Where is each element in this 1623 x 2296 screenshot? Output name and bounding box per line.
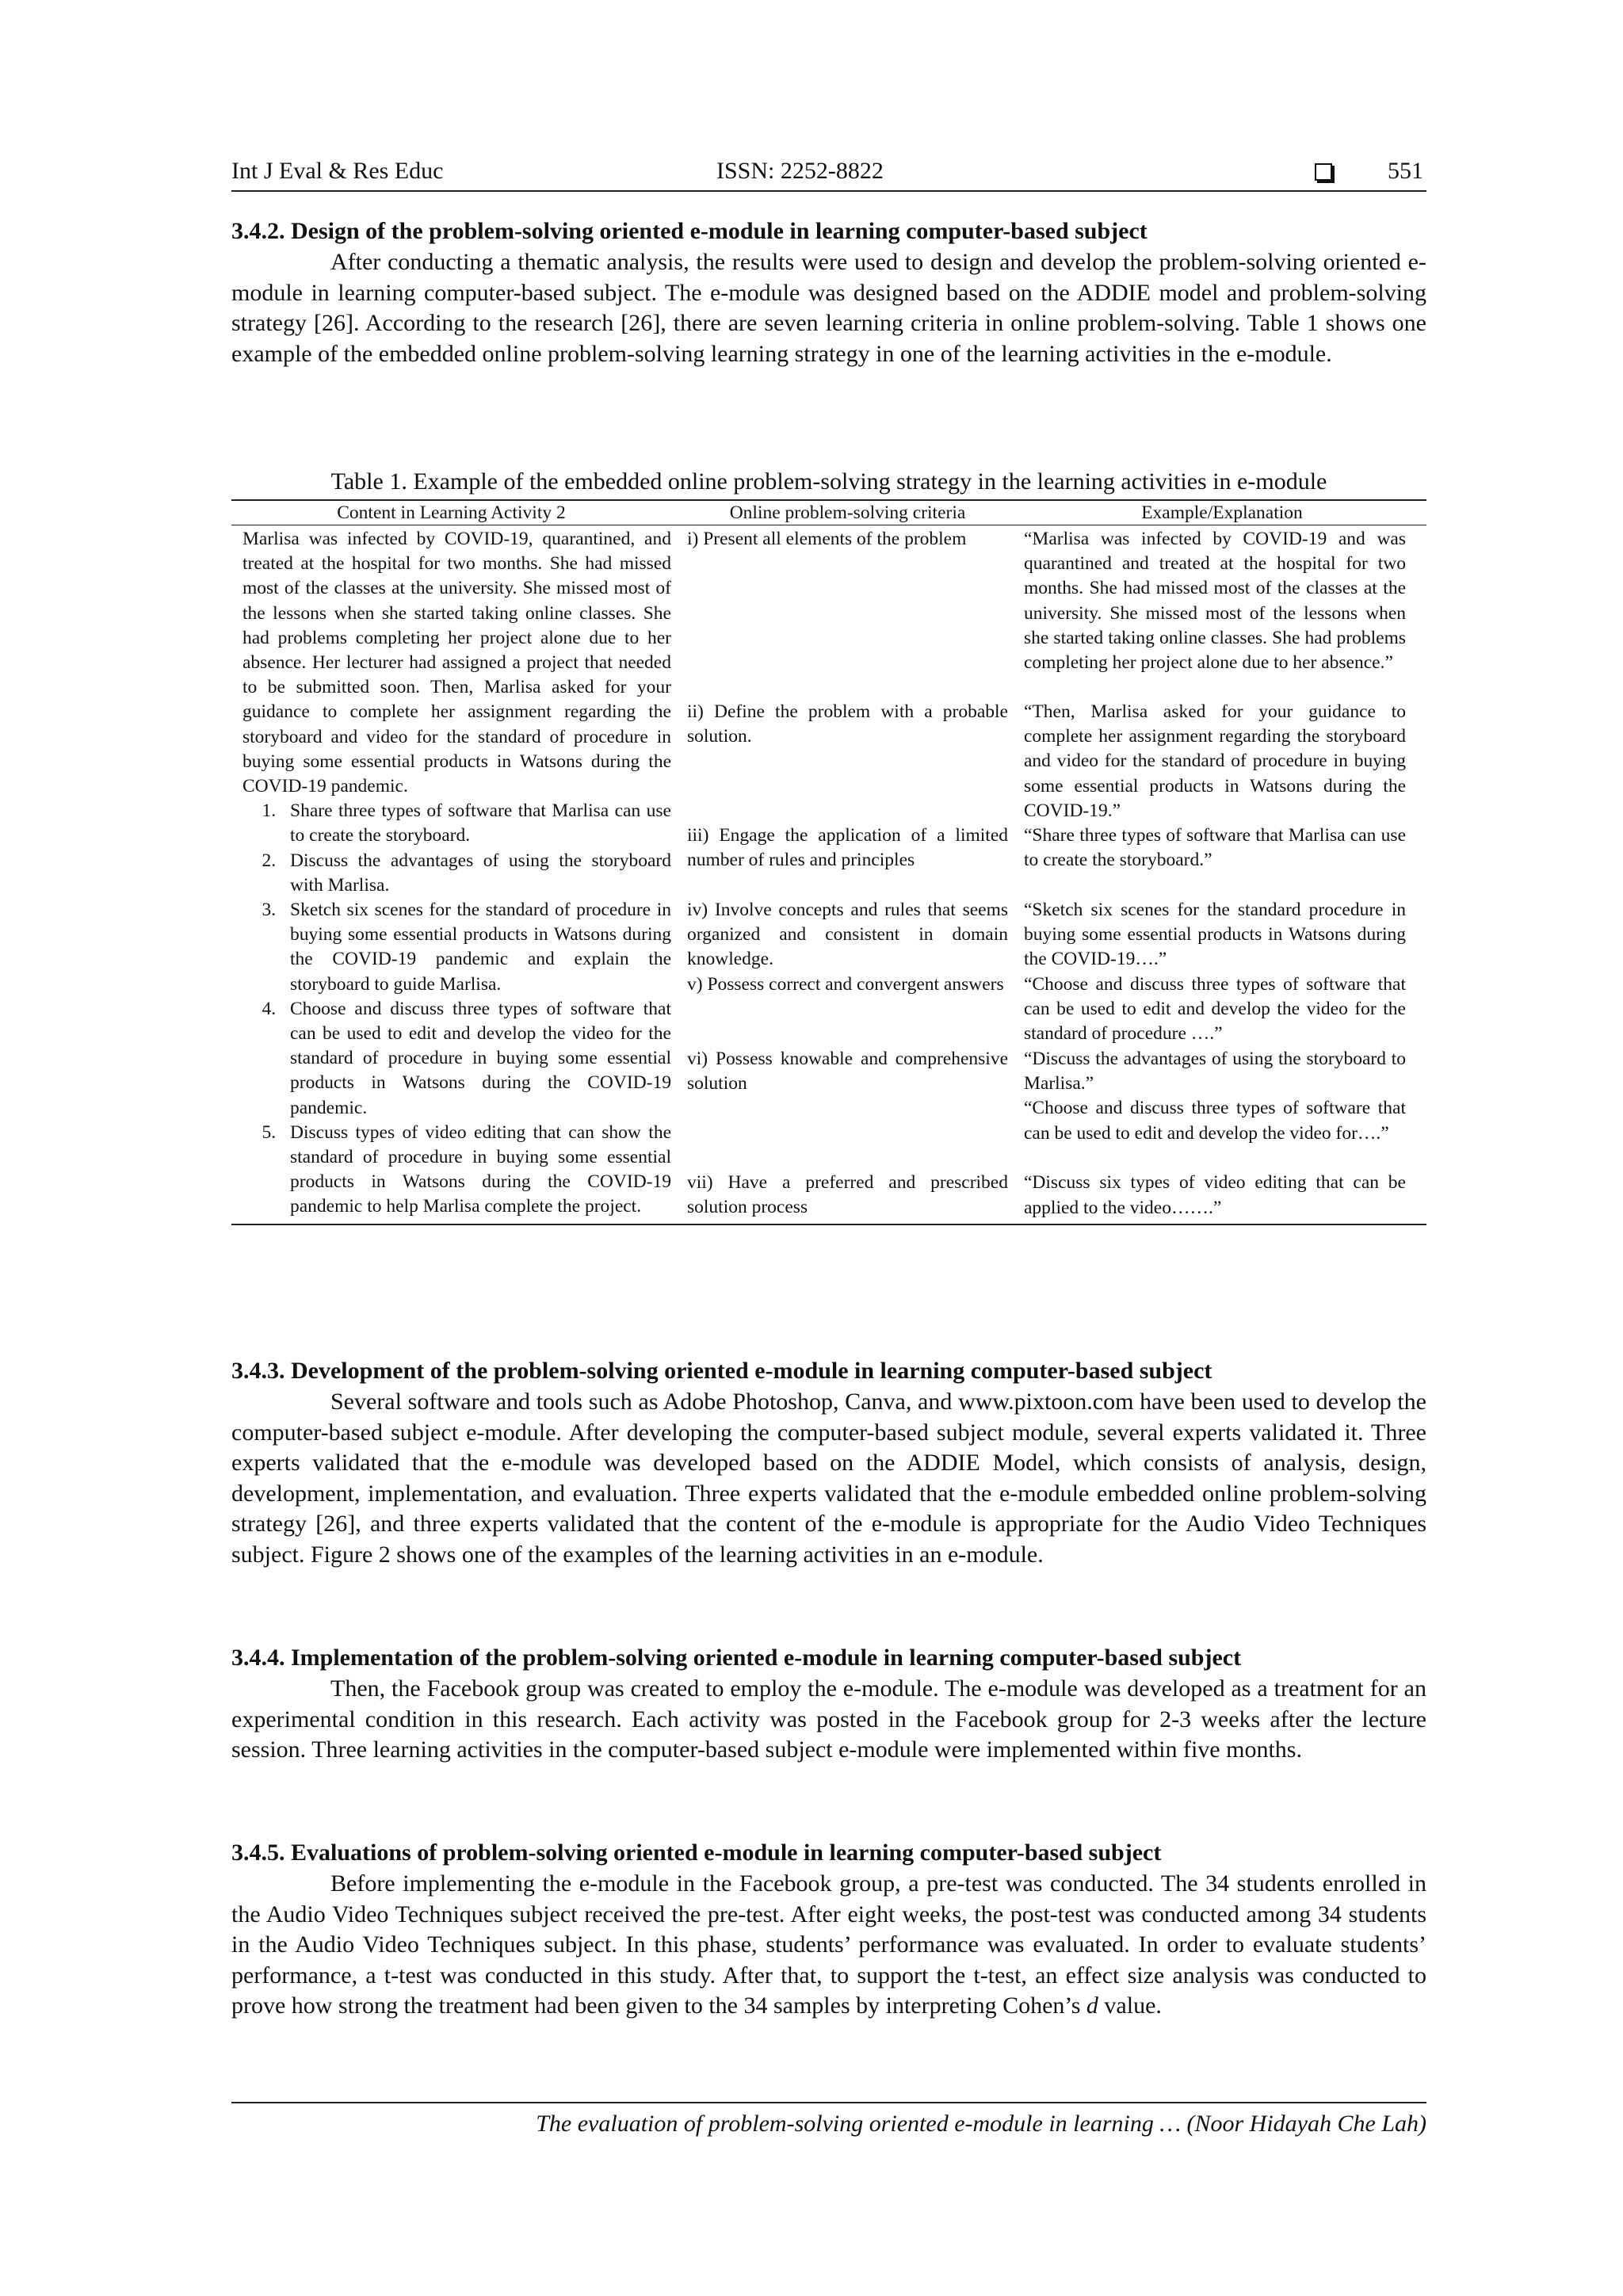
content-step: 3. Sketch six scenes for the standard of procedure in buying some essential products in Watsons during the COVID-19 pandemic and explain the storyboard to guide Marlisa.	[281, 898, 671, 997]
square-icon	[1315, 163, 1332, 181]
section-paragraph: Several software and tools such as Adobe Photoshop, Canva, and www.pixtoon.com have been used to develop the computer-based subject e-module. After developing the computer-based subject module, several experts validated it. Three experts validated that the e-module was developed based on the ADDIE Model, which consists of analysis, design, development, implementation, and evaluation. Three experts validated that the e-module embedded online problem-solving strategy [26], and three experts validated that the content of the e-module is appropriate for the Audio Video Techniques subject. Figure 2 shows one of the examples of the learning activities in an e-module.	[231, 1389, 1426, 1568]
content-step: 2. Discuss the advantages of using the storyboard with Marlisa.	[281, 849, 671, 898]
content-intro: Marlisa was infected by COVID-19, quarantined, and treated at the hospital for two months. She had missed most of the classes at the university. She missed most of the lessons when she started taking online classes. She had problems completing her project alone due to her absence. Her lecturer had assigned a project that needed to be submitted soon. Then, Marlisa asked for your guidance to complete her assignment regarding the storyboard and video for the standard of procedure in buying some essential products in Watsons during the COVID-19 pandemic.	[242, 529, 671, 797]
example-column	[1024, 527, 1420, 1221]
issn: ISSN: 2252-8822	[716, 158, 884, 184]
table-header-cell: Example/Explanation	[1141, 502, 1303, 523]
cohen-d-symbol: d	[1086, 1992, 1098, 2019]
example: “Marlisa was infected by COVID-19 and was quarantined and treated at the hospital for two months. She had missed most of the classes at the university. She missed most of the lessons when she started taking online classes. She had problems completing her project alone due to her absence.”	[1024, 529, 1406, 674]
criteria-column	[687, 527, 1008, 1221]
criterion: vi) Possess knowable and comprehensive solution	[687, 1049, 1008, 1095]
section-3-4-4	[231, 1642, 1426, 1766]
section-heading: 3.4.5. Evaluations of problem-solving oriented e-module in learning computer-based subject	[231, 1839, 1162, 1866]
running-footer: The evaluation of problem-solving oriented e-module in learning … (Noor Hidayah Che Lah)	[231, 2102, 1426, 2140]
content-column	[231, 527, 671, 1221]
section-heading: 3.4.3. Development of the problem-solving oriented e-module in learning computer-based subject	[231, 1358, 1212, 1384]
content-steps	[242, 799, 671, 1219]
criterion: vii) Have a preferred and prescribed solution process	[687, 1172, 1008, 1218]
table-header-cell: Content in Learning Activity 2	[337, 502, 566, 523]
paragraph-text: Before implementing the e-module in the Facebook group, a pre-test was conducted. The 34 students enrolled in the Audio Video Techniques subject received the pre-test. After eight weeks, the post-test was conducted among 34 students in the Audio Video Techniques subject. In this phase, students’ performance was evaluated. In order to evaluate students’ performance, a t-test was conducted in this study. After that, to support the t-test, an effect size analysis was conducted to prove how strong the treatment had been given to the 34 samples by interpreting Cohen’s	[231, 1870, 1426, 2019]
running-header	[231, 155, 1426, 192]
criterion: v) Possess correct and convergent answers	[687, 974, 1004, 995]
content-step: 4. Choose and discuss three types of software that can be used to edit and develop the video for the standard of procedure in buying some essential products in Watsons during the COVID-19 pandemic.	[281, 997, 671, 1121]
page-number: 551	[1388, 158, 1423, 184]
section-3-4-5	[231, 1837, 1426, 2022]
table-header-cell: Online problem-solving criteria	[729, 502, 966, 523]
content-step: 5. Discuss types of video editing that can show the standard of procedure in buying some essential products in Watsons during the COVID-19 pandemic to help Marlisa complete the project.	[281, 1121, 671, 1220]
example: “Sketch six scenes for the standard procedure in buying some essential products in Watsons during the COVID-19….”	[1024, 900, 1406, 970]
table-body	[231, 525, 1426, 1224]
example: “Discuss the advantages of using the storyboard to Marlisa.”	[1024, 1049, 1406, 1095]
section-paragraph: Then, the Facebook group was created to employ the e-module. The e-module was developed as a treatment for an experimental condition in this research. Each activity was posted in the Facebook group for 2-3 weeks after the lecture session. Three learning activities in the computer-based subject e-module were implemented within five months.	[231, 1675, 1426, 1763]
section-3-4-2	[231, 216, 1426, 369]
criterion: i) Present all elements of the problem	[687, 529, 967, 549]
example: “Discuss six types of video editing that can be applied to the video…….”	[1024, 1172, 1406, 1218]
section-paragraph	[231, 1869, 1426, 2022]
example: “Then, Marlisa asked for your guidance to complete her assignment regarding the storyboard and video for the standard of procedure in buying some essential products in Watsons during the COVID-19.”	[1024, 701, 1406, 821]
criterion: iv) Involve concepts and rules that seems organized and consistent in domain knowledge.	[687, 900, 1008, 970]
table-caption: Table 1. Example of the embedded online problem-solving strategy in the learning activities in e-module	[330, 468, 1327, 495]
table-1	[231, 499, 1426, 1225]
example: “Choose and discuss three types of software that can be used to edit and develop the video for the standard of procedure ….”	[1024, 974, 1406, 1045]
content-step: 1. Share three types of software that Marlisa can use to create the storyboard.	[281, 799, 671, 848]
section-heading: 3.4.2. Design of the problem-solving oriented e-module in learning computer-based subject	[231, 218, 1148, 244]
example: “Choose and discuss three types of software that can be used to edit and develop the video for….”	[1024, 1098, 1406, 1144]
criterion: iii) Engage the application of a limited number of rules and principles	[687, 825, 1008, 871]
criterion: ii) Define the problem with a probable solution.	[687, 701, 1008, 747]
table-header-row	[231, 501, 1426, 525]
section-3-4-3	[231, 1355, 1426, 1570]
section-heading: 3.4.4. Implementation of the problem-solving oriented e-module in learning computer-based subject	[231, 1645, 1242, 1671]
section-paragraph: After conducting a thematic analysis, the results were used to design and develop the problem-solving oriented e-module in learning computer-based subject. The e-module was designed based on the ADDIE model and problem-solving strategy [26]. According to the research [26], there are seven learning criteria in online problem-solving. Table 1 shows one example of the embedded online problem-solving learning strategy in one of the learning activities in the e-module.	[231, 249, 1426, 367]
journal-name: Int J Eval & Res Educ	[231, 158, 444, 184]
paragraph-end: value.	[1098, 1992, 1162, 2019]
example: “Share three types of software that Marlisa can use to create the storyboard.”	[1024, 825, 1406, 871]
